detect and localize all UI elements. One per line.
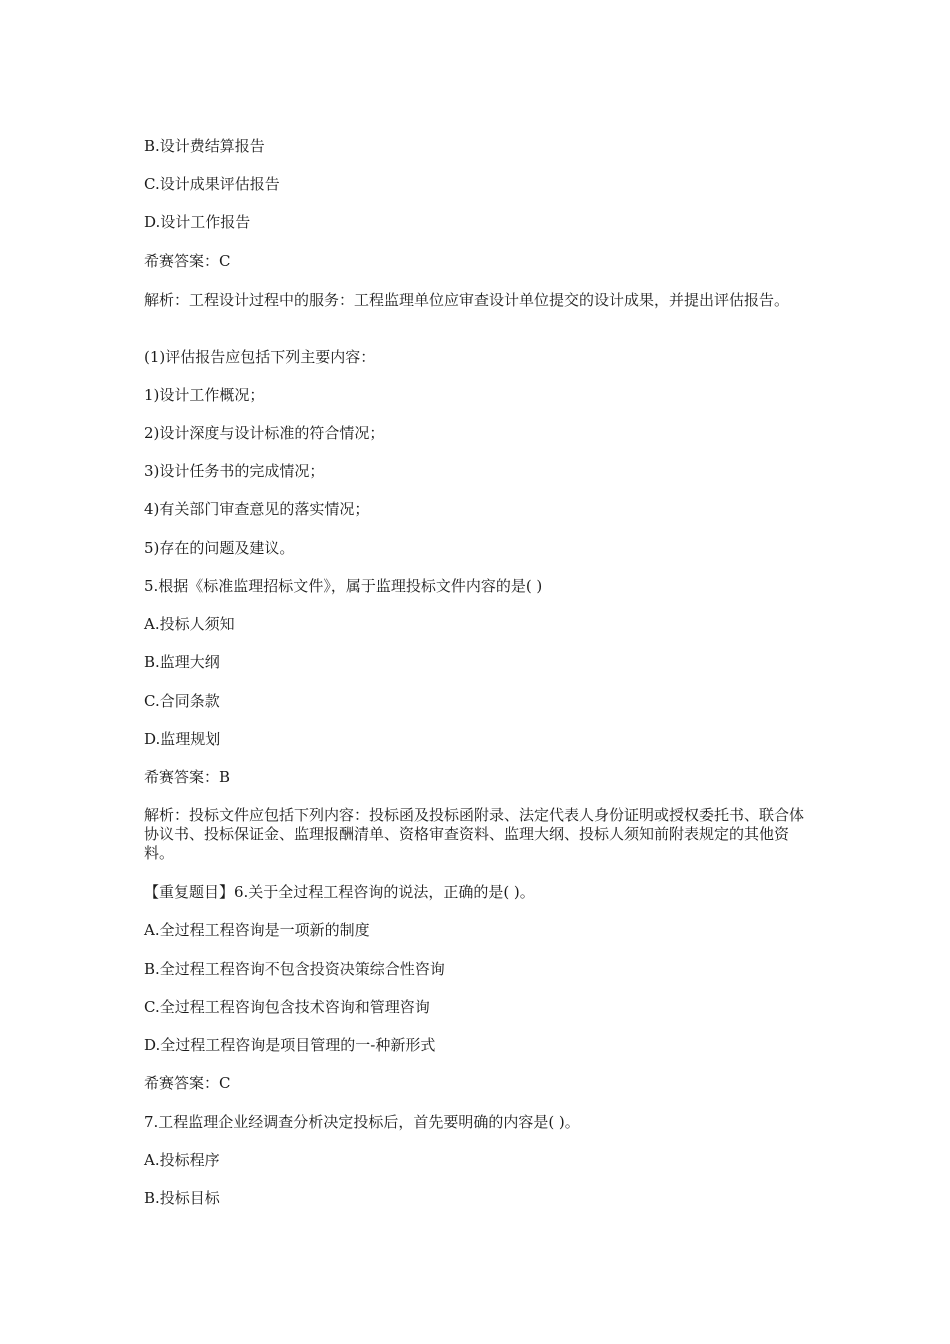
option-c-text: C.设计成果评估报告 — [144, 175, 280, 193]
option-d-text: D.全过程工程咨询是项目管理的一-种新形式 — [144, 1036, 436, 1054]
option-b-text: B.全过程工程咨询不包含投资决策综合性咨询 — [144, 960, 445, 978]
option-b-text: B.设计费结算报告 — [144, 137, 265, 155]
list-item: 2)设计深度与设计标准的符合情况； — [144, 424, 385, 442]
list-item: 3)设计任务书的完成情况； — [144, 462, 325, 480]
option-c-text: C.合同条款 — [144, 692, 220, 710]
list-heading: (1)评估报告应包括下列主要内容： — [144, 348, 376, 366]
option-b-text: B.投标目标 — [144, 1189, 220, 1207]
option-a-text: A.投标程序 — [144, 1151, 220, 1169]
question-6-text: 【重复题目】6.关于全过程工程咨询的说法，正确的是( )。 — [144, 883, 535, 901]
option-a-text: A.全过程工程咨询是一项新的制度 — [144, 921, 370, 939]
list-item: 5)存在的问题及建议。 — [144, 539, 295, 557]
analysis-text: 解析：工程设计过程中的服务：工程监理单位应审查设计单位提交的设计成果，并提出评估报告。 — [144, 291, 790, 309]
option-d-text: D.设计工作报告 — [144, 213, 251, 231]
list-item: 4)有关部门审查意见的落实情况； — [144, 500, 370, 518]
option-d-text: D.监理规划 — [144, 730, 221, 748]
question-7-text: 7.工程监理企业经调查分析决定投标后，首先要明确的内容是( )。 — [144, 1113, 580, 1131]
list-item: 1)设计工作概况； — [144, 386, 265, 404]
answer-text: 希赛答案：C — [144, 252, 231, 270]
option-b-text: B.监理大纲 — [144, 653, 220, 671]
answer-text: 希赛答案：C — [144, 1074, 231, 1092]
option-c-text: C.全过程工程咨询包含技术咨询和管理咨询 — [144, 998, 430, 1016]
answer-text: 希赛答案：B — [144, 768, 231, 786]
option-a-text: A.投标人须知 — [144, 615, 235, 633]
analysis-text: 解析：投标文件应包括下列内容：投标函及投标函附录、法定代表人身份证明或授权委托书、联合体协议书、投标保证金、监理报酬清单、资格审查资料、监理大纲、投标人须知前附表规定的其他资料。 — [144, 806, 805, 862]
question-5-text: 5.根据《标准监理招标文件》，属于监理投标文件内容的是( ) — [144, 577, 543, 595]
